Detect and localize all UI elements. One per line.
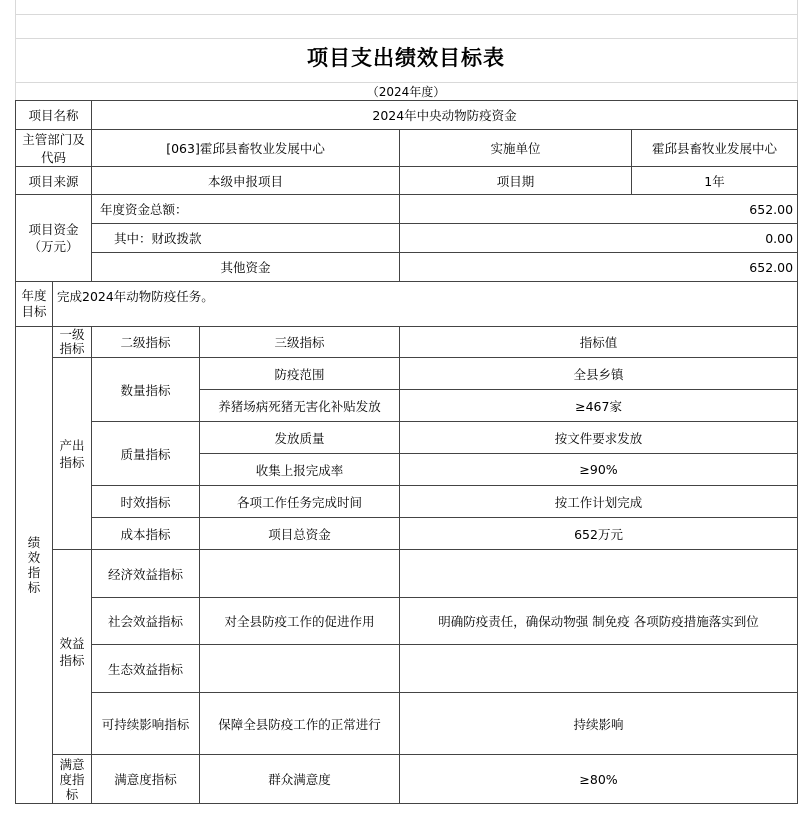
sheet-gridline (15, 38, 797, 39)
total-funds-value: 652.00 (400, 195, 798, 224)
fiscal-funds-label: 其中：财政拨款 (92, 224, 400, 253)
header-level1: 一级 指标 (53, 327, 92, 358)
total-funds-label: 年度资金总额： (92, 195, 400, 224)
indicator-value: ≥90% (400, 454, 798, 486)
indicator-name: 各项工作任务完成时间 (200, 486, 400, 518)
source-label: 项目来源 (16, 167, 92, 195)
impl-label: 实施单位 (400, 130, 632, 167)
output-indicator-label: 产出 指标 (53, 358, 92, 550)
indicator-value: 全县乡镇 (400, 358, 798, 390)
indicator-name: 防疫范围 (200, 358, 400, 390)
sustainable-indicator: 可持续影响指标 (92, 693, 200, 755)
satisfaction-indicator: 满意度指标 (92, 755, 200, 804)
dept-label: 主管部门及代码 (16, 130, 92, 167)
indicator-value: ≥80% (400, 755, 798, 804)
timeliness-indicator: 时效指标 (92, 486, 200, 518)
annual-goal-value: 完成2024年动物防疫任务。 (53, 282, 798, 327)
sheet-gridline (15, 14, 797, 15)
quantity-indicator: 数量指标 (92, 358, 200, 422)
indicator-value (400, 645, 798, 693)
cost-indicator: 成本指标 (92, 518, 200, 550)
annual-goal-label: 年度 目标 (16, 282, 53, 327)
indicator-name: 养猪场病死猪无害化补贴发放 (200, 390, 400, 422)
indicator-name (200, 550, 400, 598)
satisfaction-l1-label: 满意 度指 标 (53, 755, 92, 804)
sheet-gridline (797, 0, 798, 100)
header-level2: 二级指标 (92, 327, 200, 358)
other-funds-value: 652.00 (400, 253, 798, 282)
social-indicator: 社会效益指标 (92, 598, 200, 645)
indicator-name: 项目总资金 (200, 518, 400, 550)
header-value: 指标值 (400, 327, 798, 358)
indicator-value (400, 550, 798, 598)
indicator-value: 按工作计划完成 (400, 486, 798, 518)
indicator-value: 652万元 (400, 518, 798, 550)
perf-indicator-label: 绩 效 指 标 (16, 327, 53, 804)
dept-value: [063]霍邱县畜牧业发展中心 (92, 130, 400, 167)
fiscal-funds-value: 0.00 (400, 224, 798, 253)
header-level3: 三级指标 (200, 327, 400, 358)
indicator-name: 发放质量 (200, 422, 400, 454)
period-value: 1年 (632, 167, 798, 195)
impl-value: 霍邱县畜牧业发展中心 (632, 130, 798, 167)
indicator-value: 按文件要求发放 (400, 422, 798, 454)
indicator-value: 持续影响 (400, 693, 798, 755)
indicator-name: 群众满意度 (200, 755, 400, 804)
indicator-name (200, 645, 400, 693)
funds-label: 项目资金 （万元） (16, 195, 92, 282)
indicator-value: ≥467家 (400, 390, 798, 422)
source-value: 本级申报项目 (92, 167, 400, 195)
ecological-indicator: 生态效益指标 (92, 645, 200, 693)
page-title: 项目支出绩效目标表 (307, 46, 505, 70)
economic-indicator: 经济效益指标 (92, 550, 200, 598)
indicator-name: 对全县防疫工作的促进作用 (200, 598, 400, 645)
project-name-value: 2024年中央动物防疫资金 (92, 101, 798, 130)
period-label: 项目期 (400, 167, 632, 195)
other-funds-label: 其他资金 (92, 253, 400, 282)
year-note: （2024年度） (366, 85, 446, 99)
benefit-indicator-label: 效益 指标 (53, 550, 92, 755)
performance-target-table (15, 100, 798, 804)
indicator-name: 收集上报完成率 (200, 454, 400, 486)
project-name-label: 项目名称 (16, 101, 92, 130)
quality-indicator: 质量指标 (92, 422, 200, 486)
indicator-value: 明确防疫责任，确保动物强 制免疫 各项防疫措施落实到位 (400, 598, 798, 645)
indicator-name: 保障全县防疫工作的正常进行 (200, 693, 400, 755)
